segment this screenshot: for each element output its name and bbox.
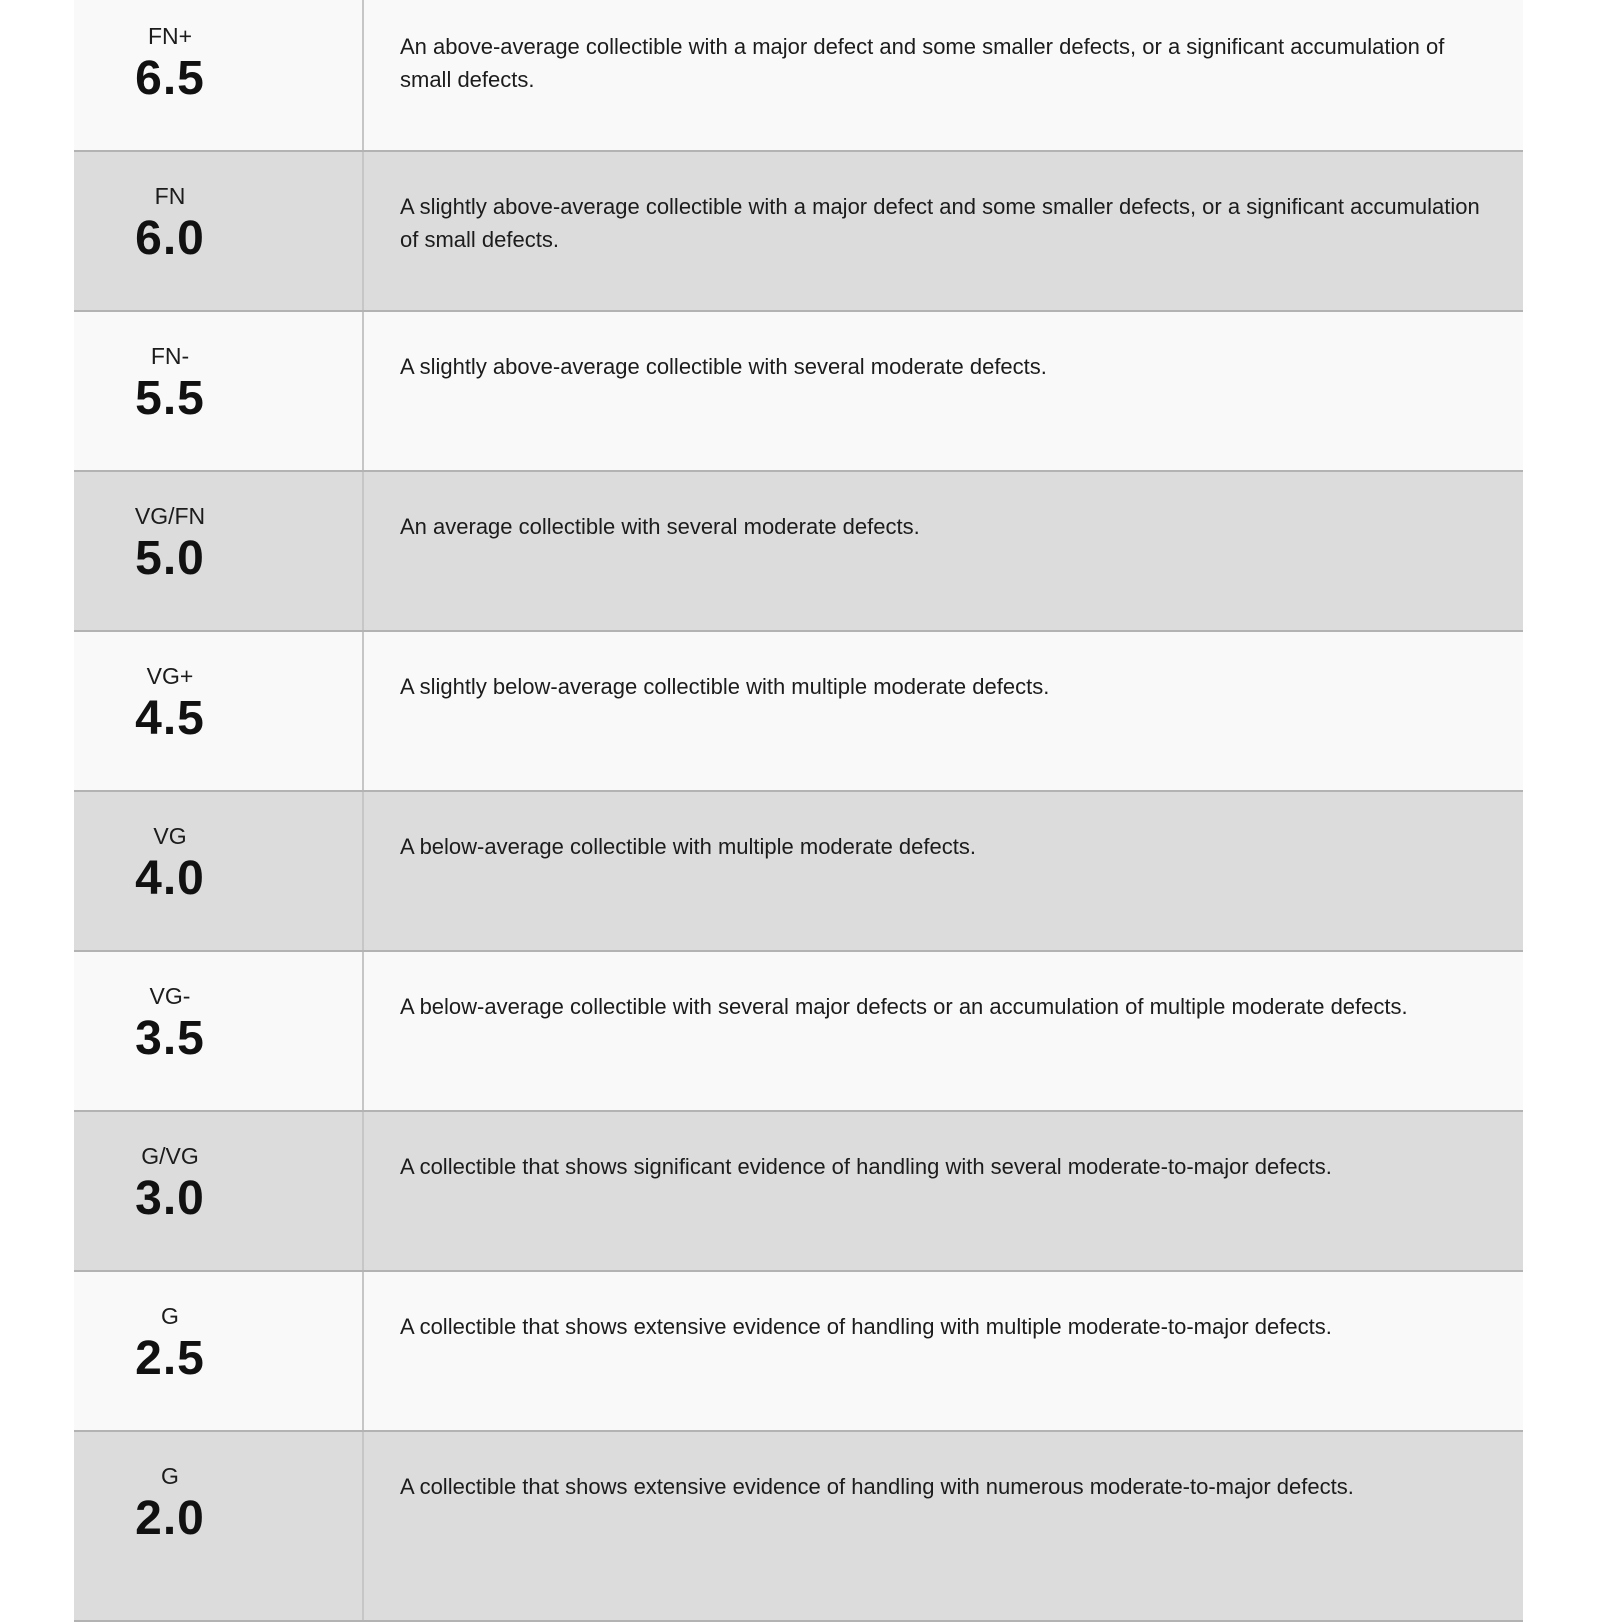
grade-row xyxy=(74,152,1523,312)
grade-number: 3.0 xyxy=(135,1172,205,1225)
grade-label: G xyxy=(161,1303,179,1329)
grade-cell xyxy=(74,1272,364,1430)
grade-label: VG+ xyxy=(146,663,194,689)
grade-description: A slightly above-average collectible with several moderate defects. xyxy=(400,354,1047,379)
grade-row xyxy=(74,792,1523,952)
grade-description: A collectible that shows extensive evidence of handling with numerous moderate-to-major defects. xyxy=(400,1474,1354,1499)
grade-cell xyxy=(74,152,364,310)
grade-number: 6.5 xyxy=(135,52,205,105)
grade-number: 2.0 xyxy=(135,1492,205,1545)
grade-row xyxy=(74,952,1523,1112)
grade-row xyxy=(74,1112,1523,1272)
grade-label: FN- xyxy=(150,343,190,369)
grade-number: 5.5 xyxy=(135,372,205,425)
grade-cell xyxy=(74,1112,364,1270)
grade-description: A below-average collectible with multiple moderate defects. xyxy=(400,834,976,859)
grading-scale-table xyxy=(74,0,1523,1622)
grade-cell xyxy=(74,472,364,630)
grade-cell xyxy=(74,1432,364,1620)
grade-description: An above-average collectible with a major defect and some smaller defects, or a significant accumulation of small defects. xyxy=(400,34,1445,92)
grade-row xyxy=(74,1432,1523,1622)
grade-cell xyxy=(74,0,364,150)
grade-row xyxy=(74,312,1523,472)
grade-label: FN xyxy=(154,183,186,209)
grade-cell xyxy=(74,952,364,1110)
grade-row xyxy=(74,1272,1523,1432)
grade-number: 5.0 xyxy=(135,532,205,585)
grade-label: VG/FN xyxy=(134,503,206,529)
grade-number: 2.5 xyxy=(135,1332,205,1385)
grade-row xyxy=(74,0,1523,152)
grade-number: 4.0 xyxy=(135,852,205,905)
grade-cell xyxy=(74,312,364,470)
grade-description: A collectible that shows extensive evidence of handling with multiple moderate-to-major defects. xyxy=(400,1314,1332,1339)
grade-number: 6.0 xyxy=(135,212,205,265)
grade-description: An average collectible with several moderate defects. xyxy=(400,514,920,539)
grade-label: G xyxy=(161,1463,179,1489)
grade-description: A slightly below-average collectible with multiple moderate defects. xyxy=(400,674,1050,699)
grade-number: 4.5 xyxy=(135,692,205,745)
grade-description: A slightly above-average collectible with a major defect and some smaller defects, or a significant accumulation of small defects. xyxy=(400,194,1480,252)
grade-row xyxy=(74,632,1523,792)
grade-label: VG xyxy=(153,823,187,849)
grade-label: G/VG xyxy=(141,1143,199,1169)
grade-cell xyxy=(74,632,364,790)
grade-label: VG- xyxy=(149,983,191,1009)
grade-label: FN+ xyxy=(147,23,193,49)
grade-cell xyxy=(74,792,364,950)
grade-description: A below-average collectible with several major defects or an accumulation of multiple moderate defects. xyxy=(400,994,1408,1019)
grade-row xyxy=(74,472,1523,632)
grade-number: 3.5 xyxy=(135,1012,205,1065)
grade-description: A collectible that shows significant evidence of handling with several moderate-to-major defects. xyxy=(400,1154,1332,1179)
